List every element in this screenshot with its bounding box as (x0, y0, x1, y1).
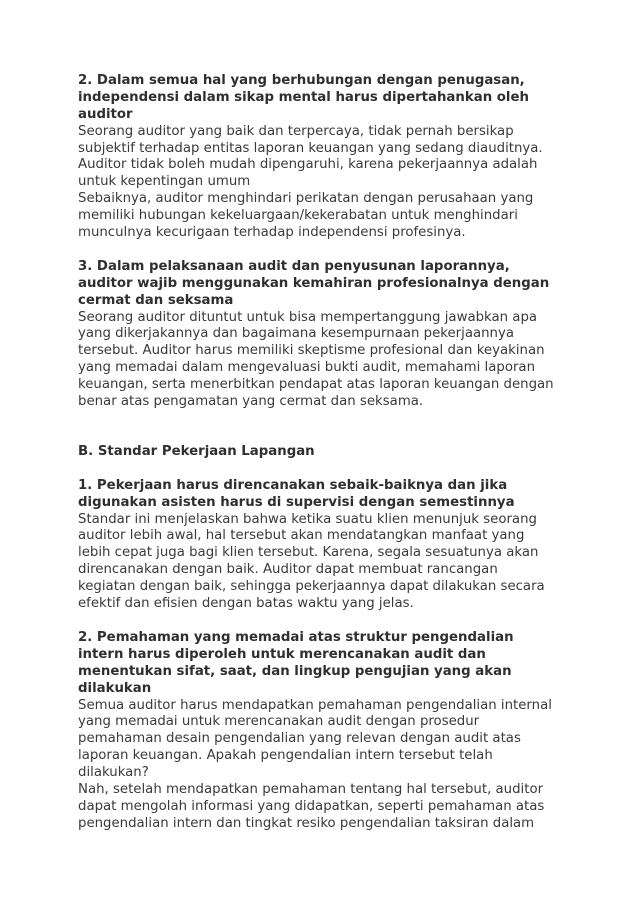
section-heading-pengendalian-intern (78, 630, 570, 698)
paragraph-mengolah-informasi (78, 782, 570, 833)
heading-line: menentukan sifat, saat, dan lingkup pengujian yang akan (78, 663, 512, 679)
paragraph-auditor-terpercaya (78, 124, 570, 192)
paragraph-line: Seorang auditor yang baik dan terpercaya, tidak pernah bersikap (78, 123, 514, 139)
paragraph-line: pengendalian intern dan tingkat resiko pengendalian taksiran dalam (78, 815, 535, 831)
blank-line (78, 411, 570, 444)
paragraph-line: memiliki hubungan kekeluargaan/kekerabatan untuk menghindari (78, 208, 518, 224)
paragraph-skeptisme (78, 310, 570, 411)
blank-line (78, 242, 570, 259)
section-heading-kemahiran (78, 259, 570, 310)
heading-line: 3. Dalam pelaksanaan audit dan penyusunan laporannya, (78, 258, 510, 274)
paragraph-line: yang dikerjakannya dan bagaimana kesempurnaan pekerjaannya (78, 326, 514, 342)
heading-line: cermat dan seksama (78, 292, 234, 308)
paragraph-line: dilakukan? (78, 765, 149, 781)
heading-line: independensi dalam sikap mental harus dipertahankan oleh (78, 89, 529, 105)
paragraph-line: auditor lebih awal, hal tersebut akan mendatangkan manfaat yang (78, 528, 525, 544)
document-page (78, 73, 570, 833)
section-heading-independensi (78, 73, 570, 124)
paragraph-line: direncanakan dengan baik. Auditor dapat membuat rancangan (78, 562, 498, 578)
paragraph-line: lebih cepat juga bagi klien tersebut. Karena, segala sesuatunya akan (78, 545, 539, 561)
heading-line: B. Standar Pekerjaan Lapangan (78, 443, 315, 459)
heading-line: 2. Pemahaman yang memadai atas struktur pengendalian (78, 629, 514, 645)
paragraph-pemahaman-pengendalian (78, 698, 570, 782)
paragraph-line: Standar ini menjelaskan bahwa ketika suatu klien menunjuk seorang (78, 511, 537, 527)
paragraph-line: pemahaman desain pengendalian yang relevan dengan audit atas (78, 731, 521, 747)
paragraph-line: benar atas pengamatan yang cermat dan seksama. (78, 394, 424, 410)
paragraph-line: untuk kepentingan umum (78, 174, 251, 190)
heading-line: 1. Pekerjaan harus direncanakan sebaik-baiknya dan jika (78, 477, 508, 493)
blank-line (78, 461, 570, 478)
paragraph-line: efektif dan efisien dengan batas waktu yang jelas. (78, 596, 414, 612)
section-heading-perencanaan (78, 478, 570, 512)
heading-line: intern harus diperoleh untuk merencanakan audit dan (78, 646, 486, 662)
paragraph-perencanaan (78, 512, 570, 613)
paragraph-line: Nah, setelah mendapatkan pemahaman tentang hal tersebut, auditor (78, 781, 544, 797)
paragraph-line: kegiatan dengan baik, sehingga pekerjaannya dapat dilakukan secara (78, 579, 545, 595)
heading-line: auditor wajib menggunakan kemahiran profesionalnya dengan (78, 275, 550, 291)
paragraph-line: subjektif terhadap entitas laporan keuangan yang sedang diauditnya. (78, 140, 543, 156)
paragraph-line: Sebaiknya, auditor menghindari perikatan dengan perusahaan yang (78, 191, 534, 207)
paragraph-line: yang memadai dalam mengevaluasi bukti audit, memahami laporan (78, 360, 536, 376)
heading-line: dilakukan (78, 680, 152, 696)
paragraph-perikatan (78, 191, 570, 242)
heading-line: digunakan asisten harus di supervisi dengan semestinnya (78, 494, 515, 510)
heading-line: 2. Dalam semua hal yang berhubungan dengan penugasan, (78, 73, 525, 88)
paragraph-line: tersebut. Auditor harus memiliki skeptisme profesional dan keyakinan (78, 343, 545, 359)
section-title-standar-pekerjaan-lapangan (78, 444, 570, 461)
paragraph-line: yang memadai untuk merencanakan audit dengan prosedur (78, 714, 480, 730)
blank-line (78, 613, 570, 630)
paragraph-line: Seorang auditor dituntut untuk bisa mempertanggung jawabkan apa (78, 309, 538, 325)
paragraph-line: Semua auditor harus mendapatkan pemahaman pengendalian internal (78, 697, 552, 713)
paragraph-line: munculnya kecurigaan terhadap independensi profesinya. (78, 225, 466, 241)
paragraph-line: dapat mengolah informasi yang didapatkan, seperti pemahaman atas (78, 798, 545, 814)
paragraph-line: keuangan, serta menerbitkan pendapat atas laporan keuangan dengan (78, 377, 554, 393)
heading-line: auditor (78, 106, 133, 122)
paragraph-line: Auditor tidak boleh mudah dipengaruhi, karena pekerjaannya adalah (78, 157, 538, 173)
paragraph-line: laporan keuangan. Apakah pengendalian intern tersebut telah (78, 748, 493, 764)
